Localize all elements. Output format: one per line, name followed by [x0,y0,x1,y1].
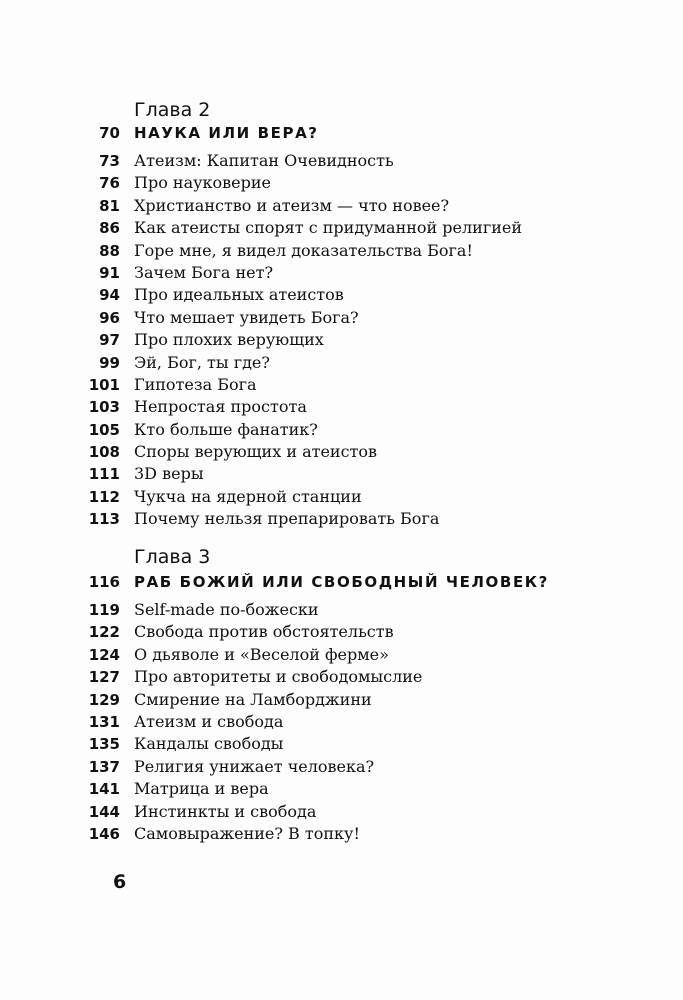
entry-page-number: 73 [99,152,120,170]
toc-entry [0,240,683,262]
toc-entry [0,374,683,396]
chapter-title-row [0,571,683,597]
entry-page-number: 103 [88,398,120,417]
chapter-label: Глава 3 [134,546,211,568]
entry-page-number: 88 [99,241,120,260]
chapter-title-row [0,122,683,148]
entry-title: Самовыражение? В топку! [134,823,360,843]
entry-page-number: 99 [99,353,120,372]
page-folio-number: 6 [113,871,127,893]
entry-page-number: 97 [99,331,120,350]
toc-list [0,599,683,845]
toc-entry [0,284,683,306]
entry-page-number: 119 [88,601,120,619]
entry-page-number: 112 [88,487,120,506]
entry-page-number: 96 [99,308,120,327]
toc-entry [0,756,683,778]
toc-entry [0,396,683,418]
entry-page-number: 144 [88,802,120,821]
toc-entry [0,195,683,217]
entry-page-number: 135 [88,735,120,754]
toc-entry [0,262,683,284]
entry-title: Атеизм и свобода [134,711,284,731]
entry-title: Инстинкты и свобода [134,801,317,821]
entry-page-number: 94 [99,286,120,305]
toc-entry [0,711,683,733]
entry-title: Матрица и вера [134,779,269,799]
entry-title: Атеизм: Капитан Очевидность [134,151,394,170]
toc-entry [0,621,683,643]
toc-entry [0,666,683,688]
entry-title: Про плохих верующих [134,330,324,350]
entry-title: Про авторитеты и свободомыслие [134,667,423,687]
toc-entry [0,329,683,351]
entry-title: Что мешает увидеть Бога? [134,307,359,327]
toc-entry [0,150,683,172]
toc-entry [0,801,683,823]
toc-entry [0,441,683,463]
entry-title: Чукча на ядерной станции [134,486,362,506]
chapter-title-page-number: 70 [99,124,120,142]
entry-page-number: 91 [99,263,120,282]
toc-entry [0,778,683,800]
chapter-title: НАУКА ИЛИ ВЕРА? [134,124,319,142]
entry-title: Смирение на Ламборджини [134,689,372,709]
entry-page-number: 111 [88,465,120,484]
entry-title: Кандалы свободы [134,734,284,754]
entry-page-number: 131 [88,712,120,731]
toc-entry [0,823,683,845]
entry-title: Споры верующих и атеистов [134,442,378,462]
entry-page-number: 105 [88,420,120,439]
entry-title: Кто больше фанатик? [134,419,318,439]
toc-entry [0,352,683,374]
entry-title: Свобода против обстоятельств [134,622,394,642]
chapter-label: Глава 2 [134,99,211,121]
toc-entry [0,508,683,530]
entry-page-number: 137 [88,757,120,776]
entry-page-number: 113 [88,510,120,529]
entry-title: Непростая простота [134,397,307,417]
toc-entry [0,419,683,441]
entry-title: Христианство и атеизм — что новее? [134,195,450,215]
entry-page-number: 141 [88,780,120,799]
entry-title: Гипотеза Бога [134,374,257,394]
chapter-title-page-number: 116 [88,573,120,591]
chapter-title: РАБ БОЖИЙ ИЛИ СВОБОДНЫЙ ЧЕЛОВЕК? [134,573,549,591]
toc-entry [0,172,683,194]
entry-title: Про идеальных атеистов [134,285,344,305]
entry-page-number: 76 [99,174,120,193]
entry-title: Self-made по-божески [134,600,319,619]
entry-title: Эй, Бог, ты где? [134,352,270,372]
entry-page-number: 127 [88,668,120,687]
entry-page-number: 108 [88,443,120,462]
entry-page-number: 129 [88,690,120,709]
toc-entry [0,733,683,755]
toc-entry [0,486,683,508]
toc-entry [0,644,683,666]
entry-title: 3D веры [134,464,204,484]
entry-title: Зачем Бога нет? [134,262,274,282]
entry-page-number: 81 [99,196,120,215]
toc-entry [0,463,683,485]
entry-title: Горе мне, я видел доказательства Бога! [134,240,473,260]
entry-page-number: 86 [99,219,120,238]
entry-title: Как атеисты спорят с придуманной религией [134,218,522,238]
toc-entry [0,689,683,711]
entry-title: Религия унижает человека? [134,756,375,776]
entry-page-number: 124 [88,645,120,664]
entry-page-number: 122 [88,623,120,642]
entry-title: Про науковерие [134,173,272,193]
entry-page-number: 146 [88,824,120,843]
toc-entry [0,599,683,621]
entry-title: Почему нельзя препарировать Бога [134,509,440,529]
entry-title: О дьяволе и «Веселой ферме» [134,644,389,664]
toc-list [0,150,683,531]
toc-entry [0,217,683,239]
toc-entry [0,307,683,329]
entry-page-number: 101 [88,375,120,394]
